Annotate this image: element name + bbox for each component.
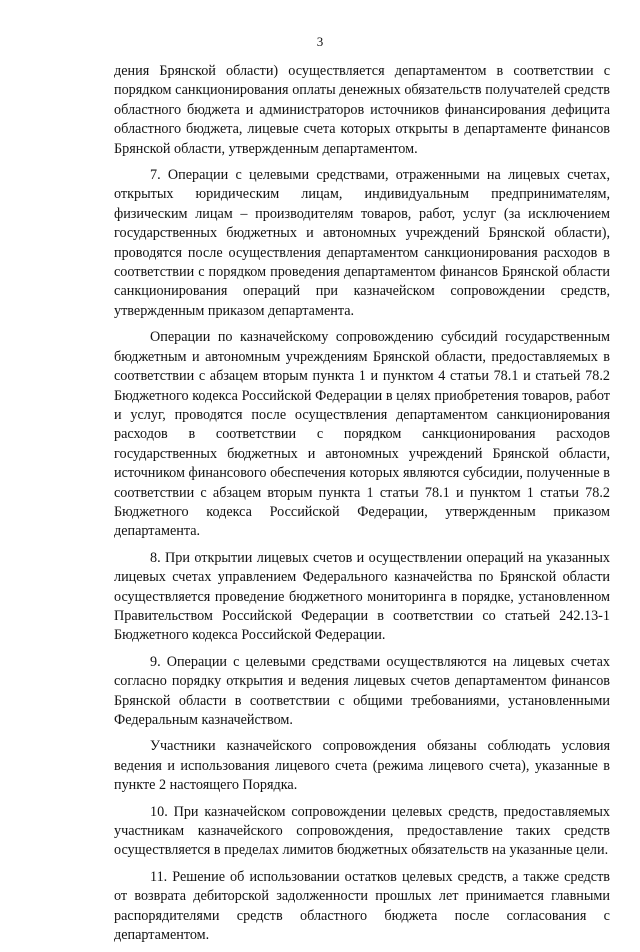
paragraph-item-11: 11. Решение об использовании остатков целевых средств, а также средств от возврата дебиторской задолженности прошлых лет принимается главными распорядителями средств областного бюджета после согласования с департаментом. <box>114 868 610 944</box>
paragraph-subsidies: Операции по казначейскому сопровождению субсидий государственным бюджетным и автономным учреждениям Брянской области, предоставляемых в соответствии с абзацем вторым пункта 1 и пунктом 4 статьи 78.1 и статьей 78.2 Бюджетного кодекса Российской Федерации в целях приобретения товаров, работ и услуг, проводятся после осуществления департаментом санкционирования расходов в соответствии с порядком санкционирования расходов государственных бюджетных и автономных учреждений Брянской области, источником финансового обеспечения которых являются субсидии, полученные в соответствии с абзацем вторым пункта 1 статьи 78.1 и пунктом 1 статьи 78.2 Бюджетного кодекса Российской Федерации, утвержденным приказом департамента. <box>114 329 610 540</box>
document-body <box>114 62 610 952</box>
paragraph-participants: Участники казначейского сопровождения обязаны соблюдать условия ведения и использования лицевого счета (режима лицевого счета), указанные в пункте 2 настоящего Порядка. <box>114 738 610 794</box>
paragraph-item-7: 7. Операции с целевыми средствами, отраженными на лицевых счетах, открытых юридическим лицам, индивидуальным предпринимателям, физическим лицам – производителям товаров, работ, услуг (за исключением государственных бюджетных и автономных учреждений Брянской области), проводятся после осуществления департаментом санкционирования расходов в соответствии с порядком проведения департаментом финансов Брянской области санкционирования операций при казначейском сопровождении средств, утвержденным приказом департамента. <box>114 167 610 319</box>
paragraph-item-10: 10. При казначейском сопровождении целевых средств, предоставляемых участникам казначейского сопровождения, предоставление таких средств осуществляется в пределах лимитов бюджетных обязательств на указанные цели. <box>114 803 610 859</box>
paragraph-item-9: 9. Операции с целевыми средствами осуществляются на лицевых счетах согласно порядку открытия и ведения лицевых счетов департаментом финансов Брянской области в соответствии с общими требованиями, установленными Федеральным казначейством. <box>114 653 610 728</box>
page-number: 3 <box>316 34 324 49</box>
paragraph-item-8: 8. При открытии лицевых счетов и осуществлении операций на указанных лицевых счетах управлением Федерального казначейства по Брянской области осуществляется проведение бюджетного мониторинга в порядке, установленном Правительством Российской Федерации в соответствии со статьей 242.13-1 Бюджетного кодекса Российской Федерации. <box>114 549 610 644</box>
paragraph-continuation: дения Брянской области) осуществляется департаментом в соответствии с порядком санкционирования оплаты денежных обязательств получателей средств областного бюджета и администраторов источников финансирования дефицита областного бюджета, лицевые счета которых открыты в департаменте финансов Брянской области, утвержденным департаментом. <box>114 63 610 157</box>
